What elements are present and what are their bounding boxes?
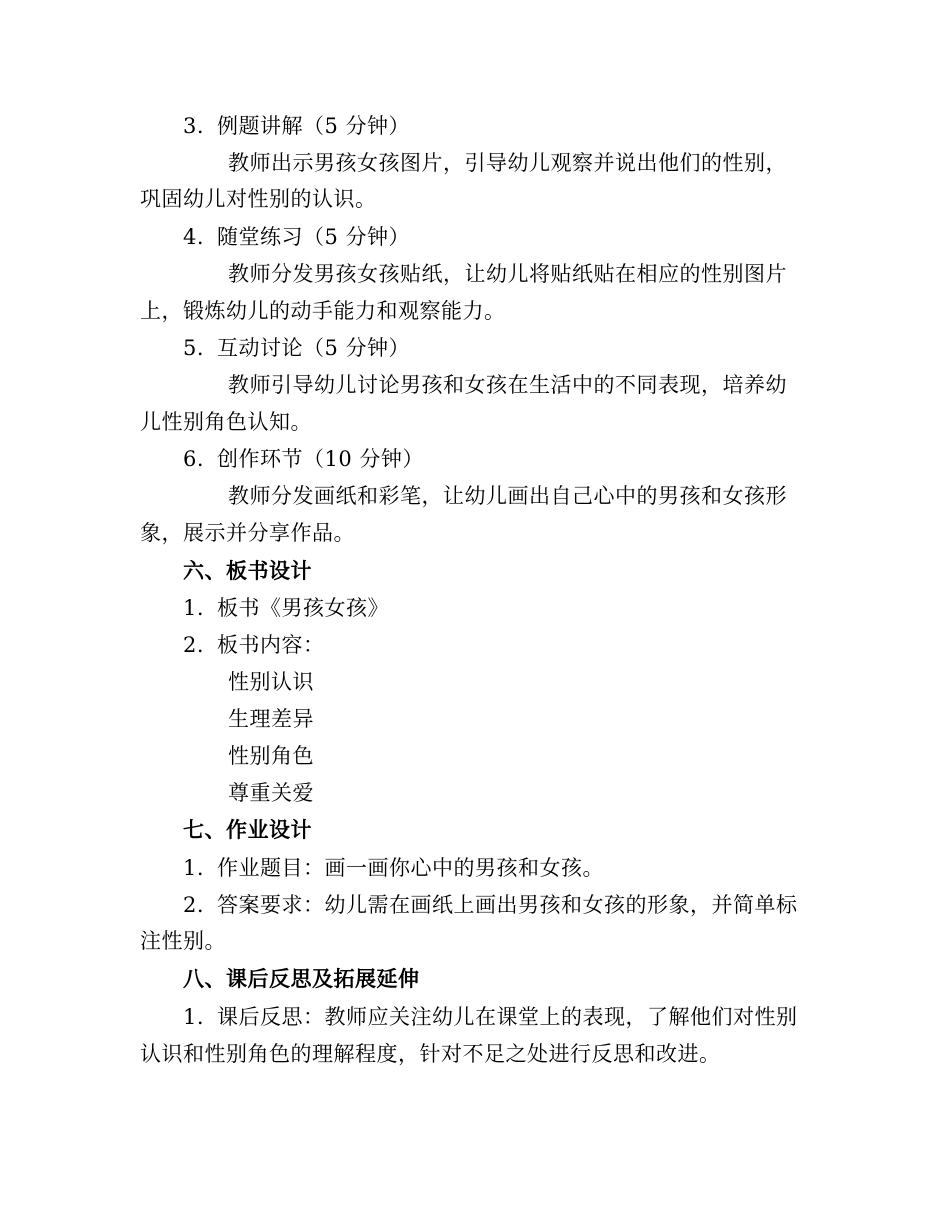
list-text: 创作环节（10 分钟） xyxy=(217,447,424,471)
list-item-2 xyxy=(183,630,325,660)
board-content-item: 尊重关爱 xyxy=(228,781,314,805)
list-text: 板书《男孩女孩》 xyxy=(217,596,389,620)
list-text: 板书内容： xyxy=(217,633,325,657)
list-item-6-heading xyxy=(183,444,424,474)
paragraph-line: 教师分发男孩女孩贴纸，让幼儿将贴纸贴在相应的性别图片 xyxy=(228,262,787,286)
list-number: 1. xyxy=(183,596,205,620)
list-item-3-heading xyxy=(183,111,410,141)
list-number: 2. xyxy=(183,633,205,657)
paragraph-line: 教师引导幼儿讨论男孩和女孩在生活中的不同表现，培养幼 xyxy=(228,373,787,397)
paragraph-line: 注性别。 xyxy=(140,929,226,953)
list-number: 1. xyxy=(183,856,205,880)
paragraph-line: 象，展示并分享作品。 xyxy=(140,521,355,545)
paragraph-line: 教师分发画纸和彩笔，让幼儿画出自己心中的男孩和女孩形 xyxy=(228,484,787,508)
list-item-1 xyxy=(183,853,604,883)
section-heading-reflection: 八、课后反思及拓展延伸 xyxy=(183,967,420,991)
list-item-2 xyxy=(183,890,798,920)
board-content-item: 生理差异 xyxy=(228,707,314,731)
list-item-1 xyxy=(183,1002,798,1032)
list-number: 2. xyxy=(183,893,205,917)
list-text: 课后反思：教师应关注幼儿在课堂上的表现，了解他们对性别 xyxy=(217,1005,798,1029)
paragraph-line: 上，锻炼幼儿的动手能力和观察能力。 xyxy=(140,299,506,323)
list-text: 例题讲解（5 分钟） xyxy=(217,114,411,138)
list-number: 4. xyxy=(183,225,205,249)
section-heading-board-design: 六、板书设计 xyxy=(183,559,312,583)
list-item-5-heading xyxy=(183,333,410,363)
paragraph-line: 巩固幼儿对性别的认识。 xyxy=(140,187,377,211)
list-item-4-heading xyxy=(183,222,410,252)
list-item-1 xyxy=(183,593,389,623)
board-content-item: 性别角色 xyxy=(228,744,314,768)
list-text: 答案要求：幼儿需在画纸上画出男孩和女孩的形象，并简单标 xyxy=(217,893,798,917)
list-number: 6. xyxy=(183,447,205,471)
list-number: 5. xyxy=(183,336,205,360)
list-number: 3. xyxy=(183,114,205,138)
list-text: 随堂练习（5 分钟） xyxy=(217,225,411,249)
paragraph-line: 教师出示男孩女孩图片，引导幼儿观察并说出他们的性别， xyxy=(228,151,787,175)
list-text: 互动讨论（5 分钟） xyxy=(217,336,411,360)
paragraph-line: 认识和性别角色的理解程度，针对不足之处进行反思和改进。 xyxy=(140,1042,721,1066)
list-text: 作业题目：画一画你心中的男孩和女孩。 xyxy=(217,856,604,880)
section-heading-homework-design: 七、作业设计 xyxy=(183,818,312,842)
board-content-item: 性别认识 xyxy=(228,670,314,694)
paragraph-line: 儿性别角色认知。 xyxy=(140,410,312,434)
list-number: 1. xyxy=(183,1005,205,1029)
